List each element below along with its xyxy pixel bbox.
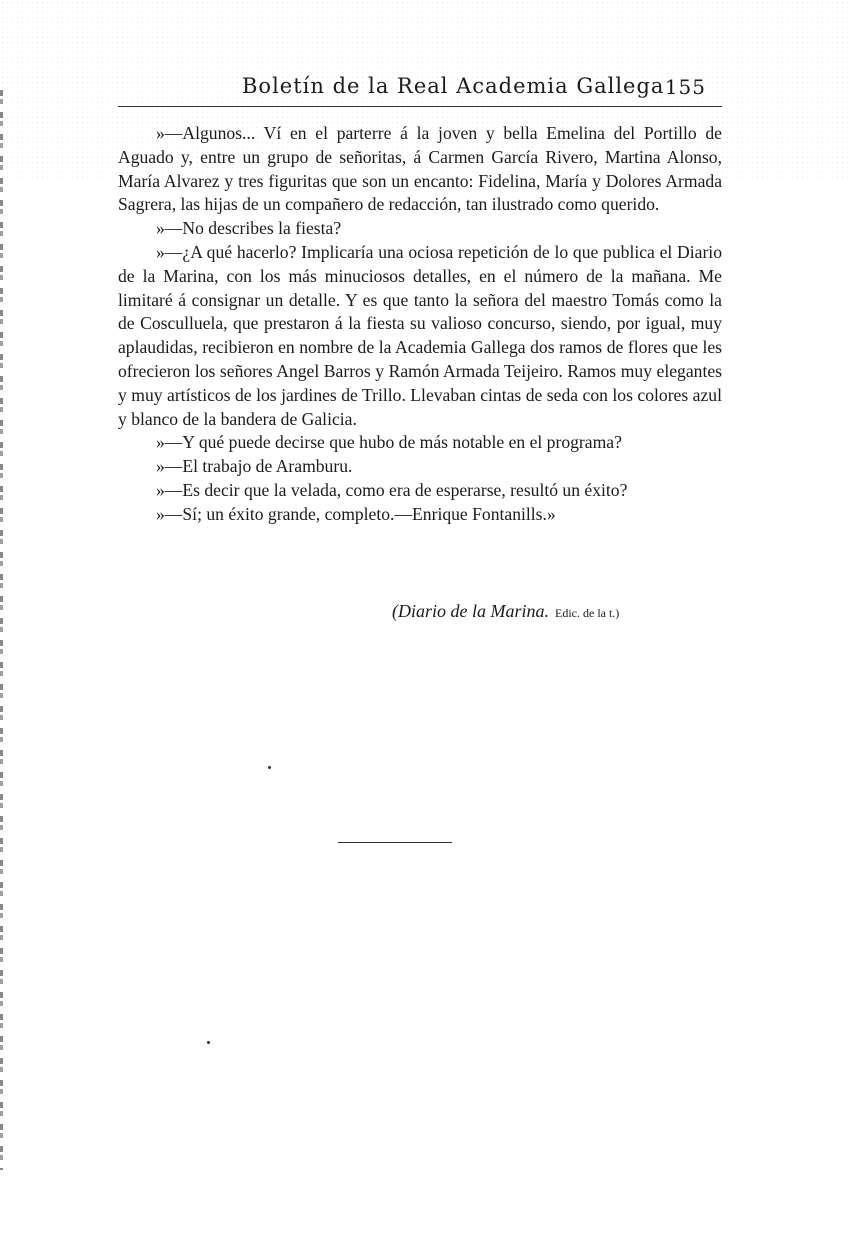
paragraph: »—El trabajo de Aramburu. xyxy=(156,456,353,477)
source-edition-note: Edic. de la t.) xyxy=(555,606,620,620)
page-number: 155 xyxy=(664,75,706,99)
running-title: Boletín de la Real Academia Gallega xyxy=(242,74,665,98)
paragraph: »—¿A qué hacerlo? Implicaría una ociosa repetición de lo que publica el Diario de la Marina, con los más minuciosos detalles, en el número de la mañana. Me limitaré á consignar un detalle. Y es que tanto la señora del maestro Tomás como la de Cosculluela, que prestaron á la fiesta su valioso concurso, siendo, por igual, muy aplaudidas, recibieron en nombre de la Academia Gallega dos ramos de flores que les ofrecieron los señores Angel Barros y Ramón Armada Teijeiro. Ramos muy elegantes y muy artísticos de los jardines de Trillo. Llevaban cintas de seda con los colores azul y blanco de la bandera de Galicia. xyxy=(118,241,722,429)
ink-speck xyxy=(268,766,271,769)
paragraph: »—Y qué puede decirse que hubo de más notable en el programa? xyxy=(156,432,622,453)
end-rule xyxy=(338,842,452,843)
source-publication: (Diario de la Marina. xyxy=(392,601,549,621)
paragraph: »—Sí; un éxito grande, completo.—Enrique Fontanills.» xyxy=(156,503,556,524)
paragraph: »—Algunos... Ví en el parterre á la joven y bella Emelina del Portillo de Aguado y, entre un grupo de señoritas, á Carmen García Rivero, Martina Alonso, María Alvarez y tres figuritas que son un encanto: Fidelina, María y Dolores Armada Sagrera, las hijas de un compañero de redacción, tan ilustrado como querido. xyxy=(118,123,722,215)
header-rule xyxy=(118,106,722,107)
paragraph: »—Es decir que la velada, como era de esperarse, resultó un éxito? xyxy=(156,479,628,500)
article-body xyxy=(118,122,722,527)
source-citation xyxy=(392,601,619,622)
binding-edge xyxy=(0,90,3,1170)
paragraph: »—No describes la fiesta? xyxy=(156,218,342,239)
ink-speck xyxy=(207,1041,210,1044)
page-header xyxy=(118,74,722,104)
